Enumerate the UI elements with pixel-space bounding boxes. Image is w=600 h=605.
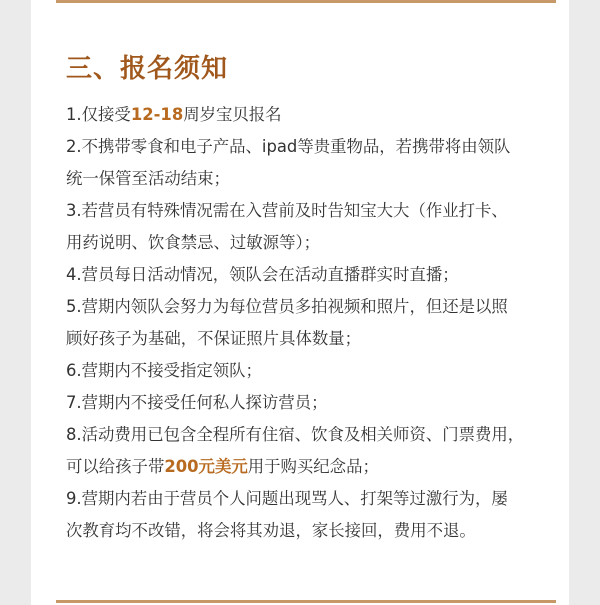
notice-item-3-cont: 用药说明、饮食禁忌、过敏源等）；: [66, 233, 321, 252]
notice-item-9: 9.营期内若由于营员个人问题出现骂人、打架等过激行为，屡: [66, 489, 508, 508]
notice-list: [66, 99, 552, 547]
notice-text: 周岁宝贝报名: [183, 105, 282, 124]
top-divider: [56, 0, 556, 3]
amount-highlight: 200元美元: [164, 457, 248, 476]
notice-text: 1.仅接受: [66, 105, 131, 124]
notice-text: 可以给孩子带: [66, 457, 165, 476]
notice-item-1: [66, 99, 552, 131]
section-title: 三、报名须知: [66, 54, 229, 84]
notice-item-2: 2.不携带零食和电子产品、ipad等贵重物品，若携带将由领队: [66, 137, 511, 156]
notice-item-2-cont: 统一保管至活动结束；: [66, 169, 230, 188]
notice-item-5-cont: 顾好孩子为基础，不保证照片具体数量；: [66, 329, 362, 348]
notice-item-8: 8.活动费用已包含全程所有住宿、饮食及相关师资、门票费用，: [66, 425, 525, 444]
notice-item-8-cont: [66, 451, 552, 483]
bottom-divider: [56, 600, 556, 603]
age-highlight: 12-18: [130, 105, 184, 124]
notice-item-6: 6.营期内不接受指定领队；: [66, 361, 262, 380]
notice-item-5: 5.营期内领队会努力为每位营员多拍视频和照片，但还是以照: [66, 297, 508, 316]
notice-item-4: 4.营员每日活动情况，领队会在活动直播群实时直播；: [66, 265, 459, 284]
notice-item-9-cont: 次教育均不改错，将会将其劝退，家长接回，费用不退。: [66, 521, 476, 540]
notice-item-7: 7.营期内不接受任何私人探访营员；: [66, 393, 328, 412]
notice-item-3: 3.若营员有特殊情况需在入营前及时告知宝大大（作业打卡、: [66, 201, 508, 220]
notice-text: 用于购买纪念品；: [247, 457, 379, 476]
